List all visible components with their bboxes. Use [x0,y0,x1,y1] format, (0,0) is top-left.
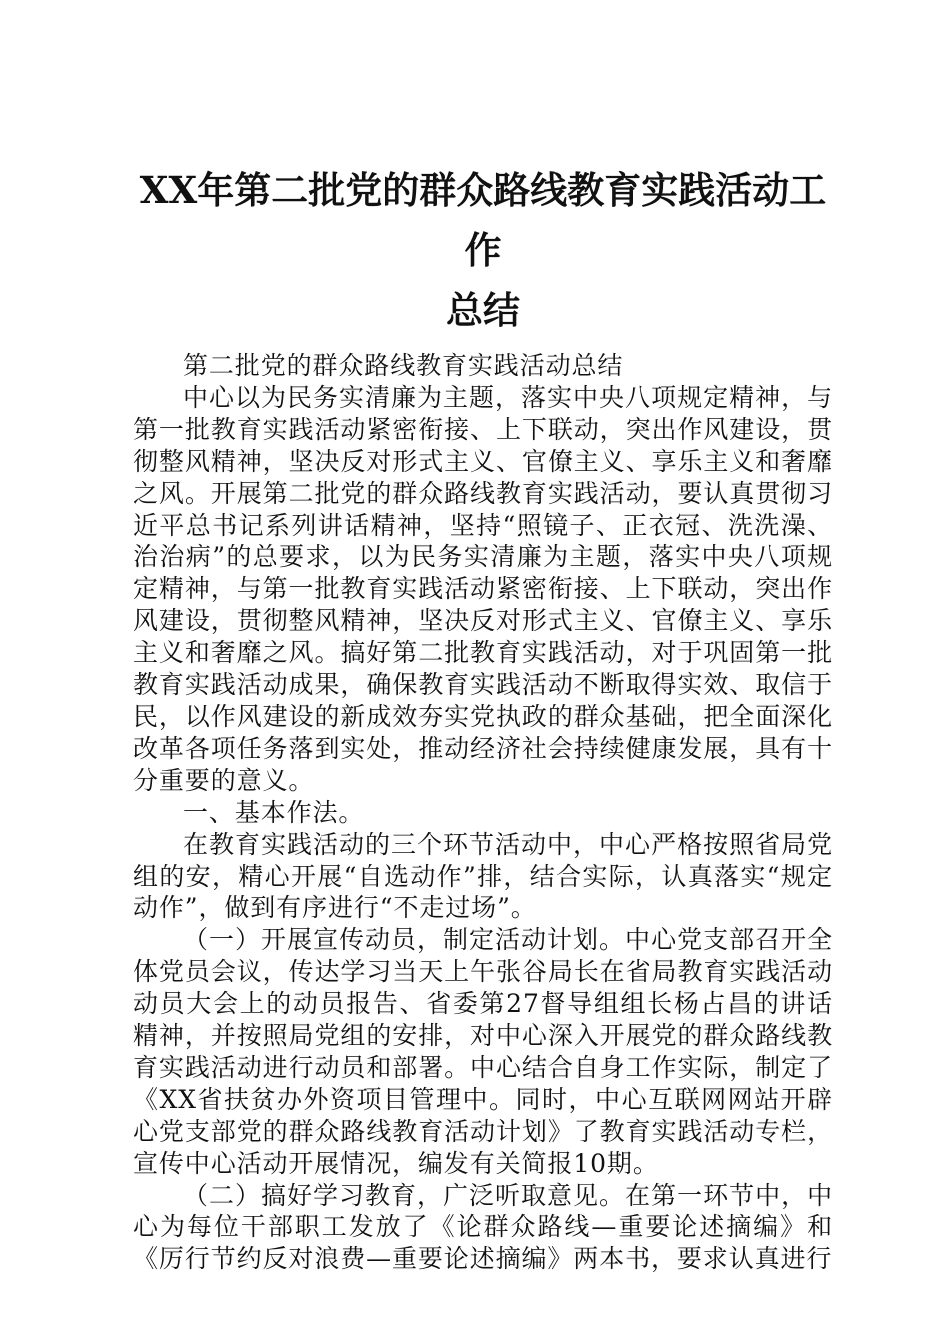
subtitle-paragraph: 第二批党的群众路线教育实践活动总结 [183,351,624,380]
document-body [133,350,833,1275]
section-intro-paragraph: 在教育实践活动的三个环节活动中，中心严格按照省局党组的安，精心开展“自选动作”排，结合实际，认真落实“规定动作”，做到有序进行“不走过场”。 [133,829,833,923]
document-title-line-1: XX年第二批党的群众路线教育实践活动工作 [139,168,827,272]
section-heading: 一、基本作法。 [183,797,365,827]
item-one-paragraph: （一）开展宣传动员，制定活动计划。中心党支部召开全体党员会议，传达学习当天上午张谷局长在省局教育实践活动动员大会上的动员报告、省委第27督导组组长杨占昌的讲话精神，并按照局党组的安排，对中心深入开展党的群众路线教育实践活动进行动员和部署。中心结合自身工作实际，制定了《XX省扶贫办外资项目管理中。同时，中心互联网网站开辟心党支部党的群众路线教育活动计划》了教育实践活动专栏，宣传中心活动开展情况，编发有关简报10期。 [133,925,833,1178]
document-title-line-2: 总结 [446,288,520,332]
document-page [133,160,833,1275]
document-title [133,160,833,340]
intro-paragraph: 中心以为民务实清廉为主题，落实中央八项规定精神，与第一批教育实践活动紧密衔接、上下联动，突出作风建设，贯彻整风精神，坚决反对形式主义、官僚主义、享乐主义和奢靡之风。开展第二批党的群众路线教育实践活动，要认真贯彻习近平总书记系列讲话精神，坚持“照镜子、正衣冠、洗洗澡、治治病”的总要求，以为民务实清廉为主题，落实中央八项规定精神，与第一批教育实践活动紧密衔接、上下联动，突出作风建设，贯彻整风精神，坚决反对形式主义、官僚主义、享乐主义和奢靡之风。搞好第二批教育实践活动，对于巩固第一批教育实践活动成果，确保教育实践活动不断取得实效、取信于民，以作风建设的新成效夯实党执政的群众基础，把全面深化改革各项任务落到实处，推动经济社会持续健康发展，具有十分重要的意义。 [133,382,833,795]
item-two-paragraph: （二）搞好学习教育，广泛听取意见。在第一环节中，中心为每位干部职工发放了《论群众路线—重要论述摘编》和《厉行节约反对浪费—重要论述摘编》两本书，要求认真进行 [133,1180,833,1274]
